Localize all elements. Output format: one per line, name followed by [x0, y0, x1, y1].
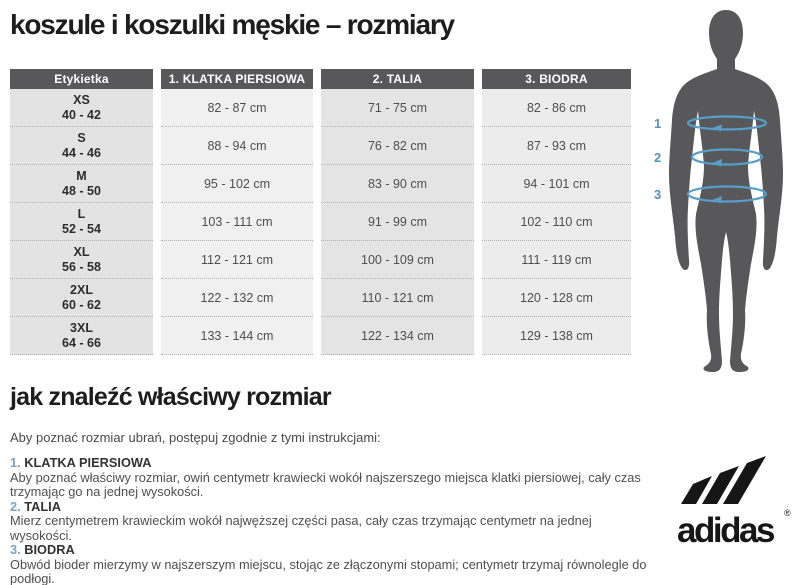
- hips-cell: 111 - 119 cm: [482, 241, 631, 279]
- column-header-hips: 3. BIODRA: [482, 69, 631, 89]
- step-text-chest: Aby poznać właściwy rozmiar, owiń centymetr krawiecki wokół najszerszego miejsca klatki piersiowej, cały czas trzymając go na jednej wysokości.: [10, 469, 641, 499]
- size-label-cell: [10, 279, 153, 317]
- hips-cell: 102 - 110 cm: [482, 203, 631, 241]
- size-label-cell: [10, 317, 153, 355]
- size-label-cell: [10, 127, 153, 165]
- step-number: 2.: [10, 498, 21, 514]
- step-title: KLATKA PIERSIOWA: [24, 455, 152, 470]
- step-heading-hips: [10, 543, 650, 558]
- size-range: 48 - 50: [62, 183, 101, 198]
- step-heading-chest: [10, 456, 650, 471]
- step-number: 1.: [10, 455, 21, 470]
- size-code: XL: [73, 244, 90, 259]
- size-code: S: [77, 130, 86, 145]
- size-code: M: [76, 168, 87, 183]
- size-code: 3XL: [70, 320, 93, 335]
- waist-cell: 122 - 134 cm: [321, 317, 474, 355]
- size-range: 44 - 46: [62, 145, 101, 160]
- step-heading-waist: [10, 500, 650, 515]
- step-number: 3.: [10, 542, 21, 557]
- registered-trademark-icon: ®: [784, 508, 791, 518]
- hips-cell: 94 - 101 cm: [482, 165, 631, 203]
- waist-cell: 110 - 121 cm: [321, 279, 474, 317]
- chest-cell: 95 - 102 cm: [161, 165, 313, 203]
- size-range: 64 - 66: [62, 335, 101, 350]
- chest-cell: 82 - 87 cm: [161, 89, 313, 127]
- waist-cell: 91 - 99 cm: [321, 203, 474, 241]
- size-code: XS: [73, 92, 90, 107]
- waist-cell: 71 - 75 cm: [321, 89, 474, 127]
- male-silhouette-figure: [640, 8, 796, 376]
- adidas-three-stripes-icon: [681, 456, 766, 504]
- chest-cell: 133 - 144 cm: [161, 317, 313, 355]
- hips-cell: 120 - 128 cm: [482, 279, 631, 317]
- adidas-logo: [663, 452, 793, 550]
- size-code: L: [77, 206, 86, 221]
- size-range: 52 - 54: [62, 221, 101, 236]
- size-range: 60 - 62: [62, 297, 101, 312]
- chest-cell: 112 - 121 cm: [161, 241, 313, 279]
- step-text-waist: Mierz centymetrem krawieckim wokół najwęższej części pasa, cały czas trzymając centymetr na jednej wysokości.: [10, 513, 592, 543]
- marker-3-label: 3: [654, 187, 662, 202]
- chest-cell: 88 - 94 cm: [161, 127, 313, 165]
- hips-cell: 87 - 93 cm: [482, 127, 631, 165]
- size-label-cell: [10, 89, 153, 127]
- size-label-cell: [10, 241, 153, 279]
- size-code: 2XL: [70, 282, 93, 297]
- chest-cell: 122 - 132 cm: [161, 279, 313, 317]
- adidas-wordmark: adidas: [677, 511, 773, 550]
- size-label-cell: [10, 203, 153, 241]
- guide-intro: Aby poznać rozmiar ubrań, postępuj zgodnie z tymi instrukcjami:: [10, 430, 381, 445]
- column-header-waist: 2. TALIA: [321, 69, 474, 89]
- size-range: 56 - 58: [62, 259, 101, 274]
- size-label-cell: [10, 165, 153, 203]
- step-title: BIODRA: [24, 542, 75, 557]
- waist-cell: 83 - 90 cm: [321, 165, 474, 203]
- page-title: koszule i koszulki męskie – rozmiary: [10, 9, 454, 40]
- marker-1-label: 1: [654, 116, 662, 131]
- step-text-hips: Obwód bioder mierzymy w najszerszym miejscu, stojąc ze złączonymi stopami; centymetr trzymaj równolegle do podłogi.: [10, 556, 647, 585]
- measurement-instructions: [10, 456, 650, 585]
- size-table: [10, 69, 632, 355]
- hips-cell: 82 - 86 cm: [482, 89, 631, 127]
- waist-cell: 100 - 109 cm: [321, 241, 474, 279]
- guide-heading: jak znaleźć właściwy rozmiar: [10, 383, 331, 411]
- waist-cell: 76 - 82 cm: [321, 127, 474, 165]
- size-range: 40 - 42: [62, 107, 101, 122]
- column-header-chest: 1. KLATKA PIERSIOWA: [161, 69, 313, 89]
- column-header-label: Etykietka: [10, 69, 153, 89]
- step-title: TALIA: [24, 498, 61, 514]
- marker-2-label: 2: [654, 150, 662, 165]
- chest-cell: 103 - 111 cm: [161, 203, 313, 241]
- hips-cell: 129 - 138 cm: [482, 317, 631, 355]
